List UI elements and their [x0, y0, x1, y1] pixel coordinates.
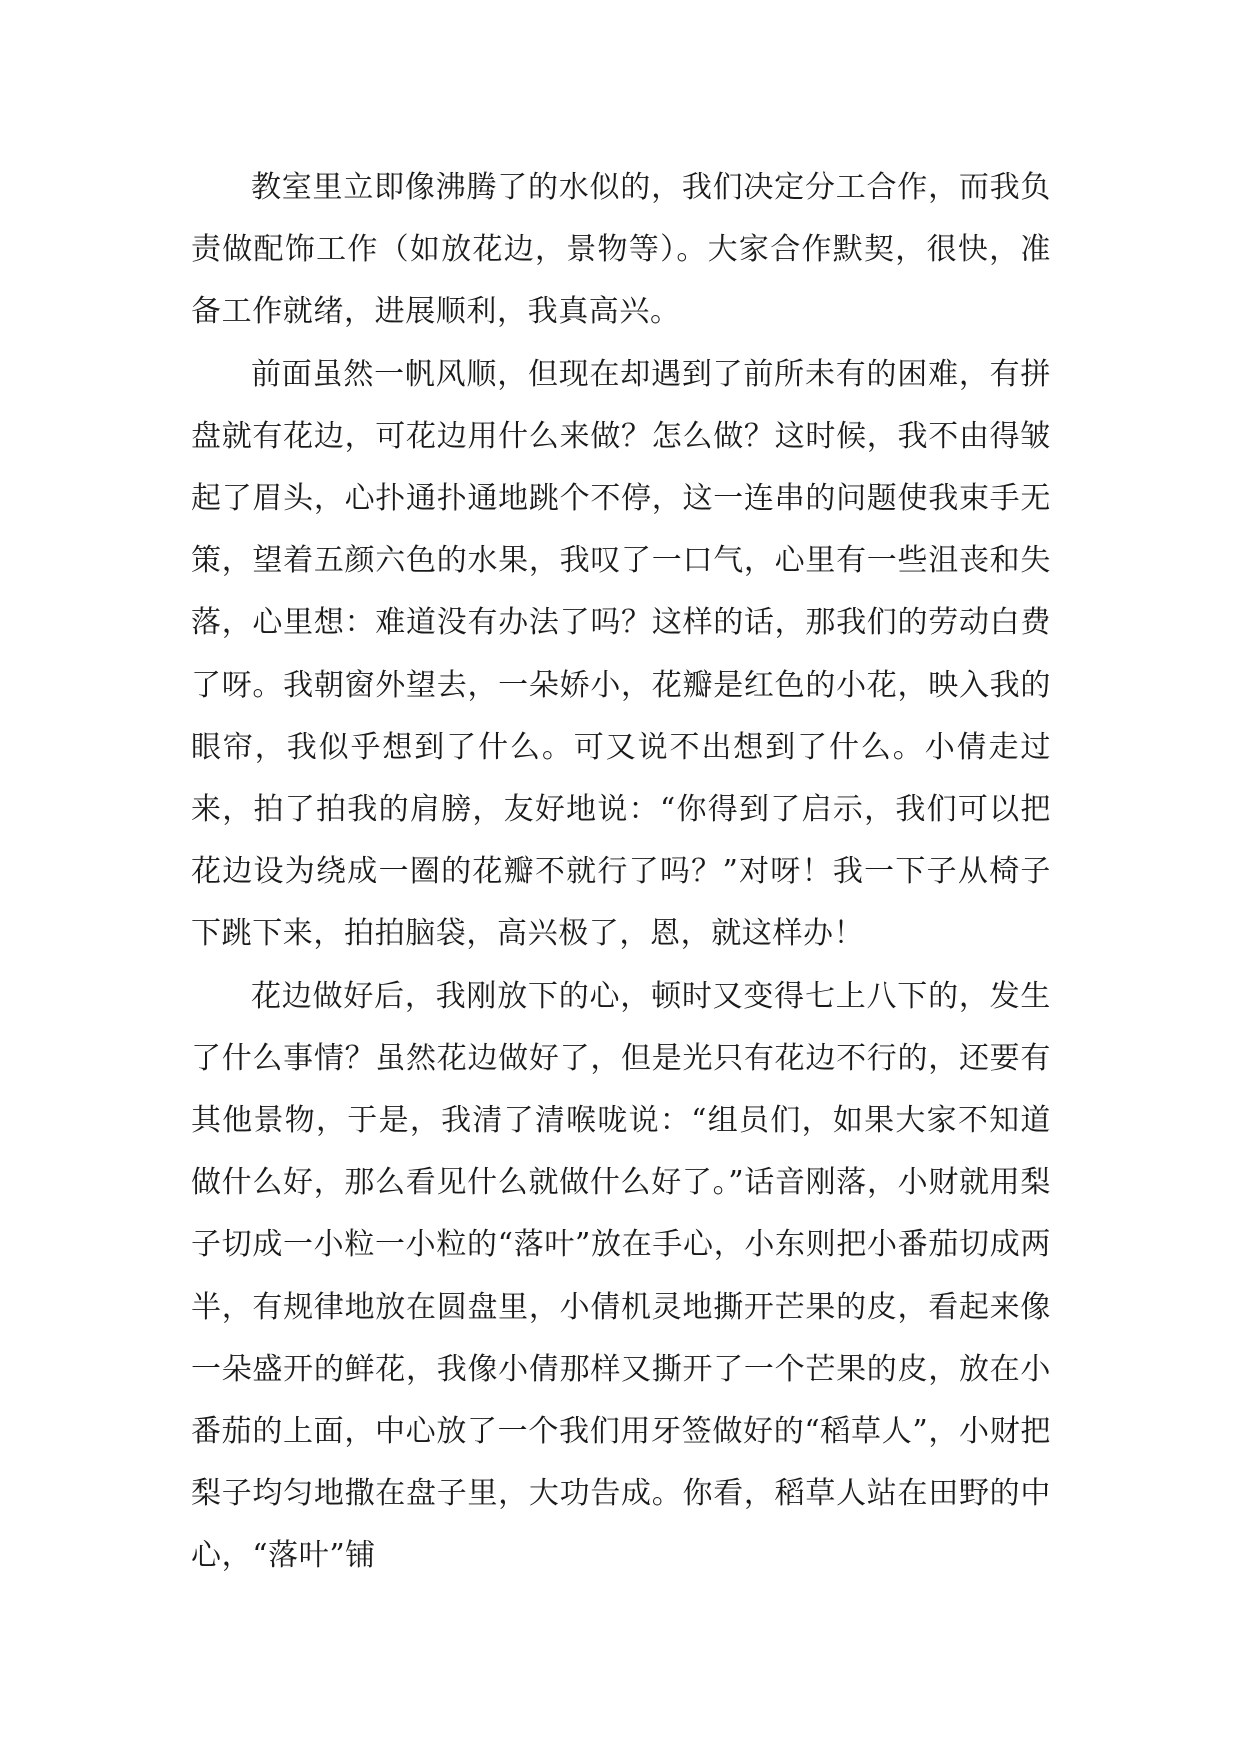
paragraph-2: 前面虽然一帆风顺，但现在却遇到了前所未有的困难，有拼盘就有花边，可花边用什么来做？怎么做？这时候，我不由得皱起了眉头，心扑通扑通地跳个不停，这一连串的问题使我束手无策，望着五颜六色的水果，我叹了一口气，心里有一些沮丧和失落，心里想：难道没有办法了吗？这样的话，那我们的劳动白费了呀。我朝窗外望去，一朵娇小，花瓣是红色的小花，映入我的眼帘，我似乎想到了什么。可又说不出想到了什么。小倩走过来，拍了拍我的肩膀，友好地说：“你得到了启示，我们可以把花边设为绕成一圈的花瓣不就行了吗？”对呀！我一下子从椅子下跳下来，拍拍脑袋，高兴极了，恩，就这样办！ — [191, 356, 1051, 952]
paragraph-3: 花边做好后，我刚放下的心，顿时又变得七上八下的，发生了什么事情？虽然花边做好了，但是光只有花边不行的，还要有其他景物，于是，我清了清喉咙说：“组员们，如果大家不知道做什么好，那么看见什么就做什么好了。”话音刚落，小财就用梨子切成一小粒一小粒的“落叶”放在手心，小东则把小番茄切成两半，有规律地放在圆盘里，小倩机灵地撕开芒果的皮，看起来像一朵盛开的鲜花，我像小倩那样又撕开了一个芒果的皮，放在小番茄的上面，中心放了一个我们用牙签做好的“稻草人”，小财把梨子均匀地撒在盘子里，大功告成。你看，稻草人站在田野的中心，“落叶”铺 — [191, 978, 1051, 1574]
paragraph-1: 教室里立即像沸腾了的水似的，我们决定分工合作，而我负责做配饰工作（如放花边，景物等）。大家合作默契，很快，准备工作就绪，进展顺利，我真高兴。 — [191, 170, 1051, 330]
document-body — [191, 157, 1051, 1588]
